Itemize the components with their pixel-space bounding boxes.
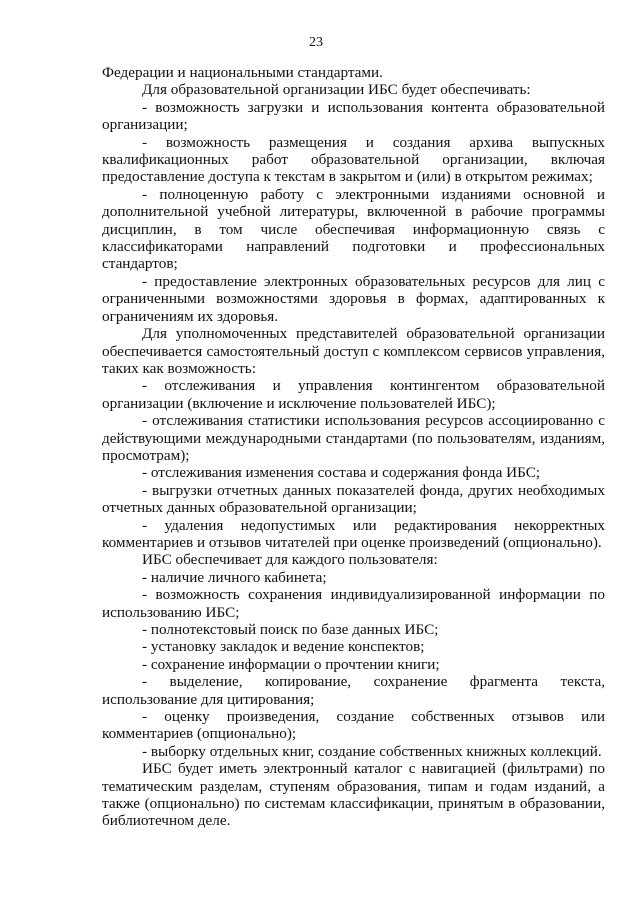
list-item: - выборку отдельных книг, создание собственных книжных коллекций. [142, 742, 602, 760]
list-item: - полнотекстовый поиск по базе данных ИБС; [142, 621, 439, 638]
list-item: - предоставление электронных образовательных ресурсов для лиц с ограниченными возможностями здоровья в формах, адаптированных к ограничениям их здоровья. [102, 272, 605, 325]
list-item: - оценку произведения, создание собственных отзывов или комментариев (опционально); [102, 708, 605, 743]
paragraph-catalog: ИБС будет иметь электронный каталог с навигацией (фильтрами) по тематическим разделам, ступеням образования, типам и годам изданий, а также (опционально) по системам классификации, принятым в образовании, библиотечном деле. [102, 760, 605, 830]
list-item: - отслеживания статистики использования ресурсов ассоциированно с действующими международными стандартами (по пользователям, изданиям, просмотрам); [102, 412, 605, 464]
page-number: 23 [309, 35, 323, 50]
paragraph-intro-organization: Для образовательной организации ИБС будет обеспечивать: [142, 81, 531, 99]
list-item: - установку закладок и ведение конспектов; [142, 638, 425, 656]
list-item: - отслеживания и управления контингентом образовательной организации (включение и исключение пользователей ИБС); [102, 377, 605, 412]
list-item: - удаления недопустимых или редактирования некорректных комментариев и отзывов читателей при оценке произведений (опционально). [102, 516, 605, 551]
paragraph-continuation: Федерации и национальными стандартами. [102, 64, 383, 81]
list-item: - полноценную работу с электронными изданиями основной и дополнительной учебной литературы, включенной в рабочие программы дисциплин, в том числе обеспечивая информационную связь с классификаторами направлений подготовки и профессиональных стандартов; [102, 185, 605, 273]
paragraph-intro-representatives: Для уполномоченных представителей образовательной организации обеспечивается самостоятельный доступ с комплексом сервисов управления, таких как возможность: [102, 325, 605, 377]
document-body [102, 64, 605, 830]
list-item: - возможность размещения и создания архива выпускных квалификационных работ образовательной организации, включая предоставление доступа к текстам в закрытом и (или) в открытом режимах; [102, 133, 605, 186]
list-item: - возможность сохранения индивидуализированной информации по использованию ИБС; [102, 586, 605, 621]
paragraph-intro-users: ИБС обеспечивает для каждого пользователя: [142, 551, 438, 569]
list-item: - выделение, копирование, сохранение фрагмента текста, использование для цитирования; [102, 673, 605, 708]
list-item: - наличие личного кабинета; [142, 568, 327, 586]
list-item: - сохранение информации о прочтении книги; [142, 655, 440, 673]
list-item: - отслеживания изменения состава и содержания фонда ИБС; [142, 464, 541, 482]
list-item: - возможность загрузки и использования контента образовательной организации; [102, 98, 605, 134]
list-item: - выгрузки отчетных данных показателей фонда, других необходимых отчетных данных образовательной организации; [102, 481, 605, 517]
